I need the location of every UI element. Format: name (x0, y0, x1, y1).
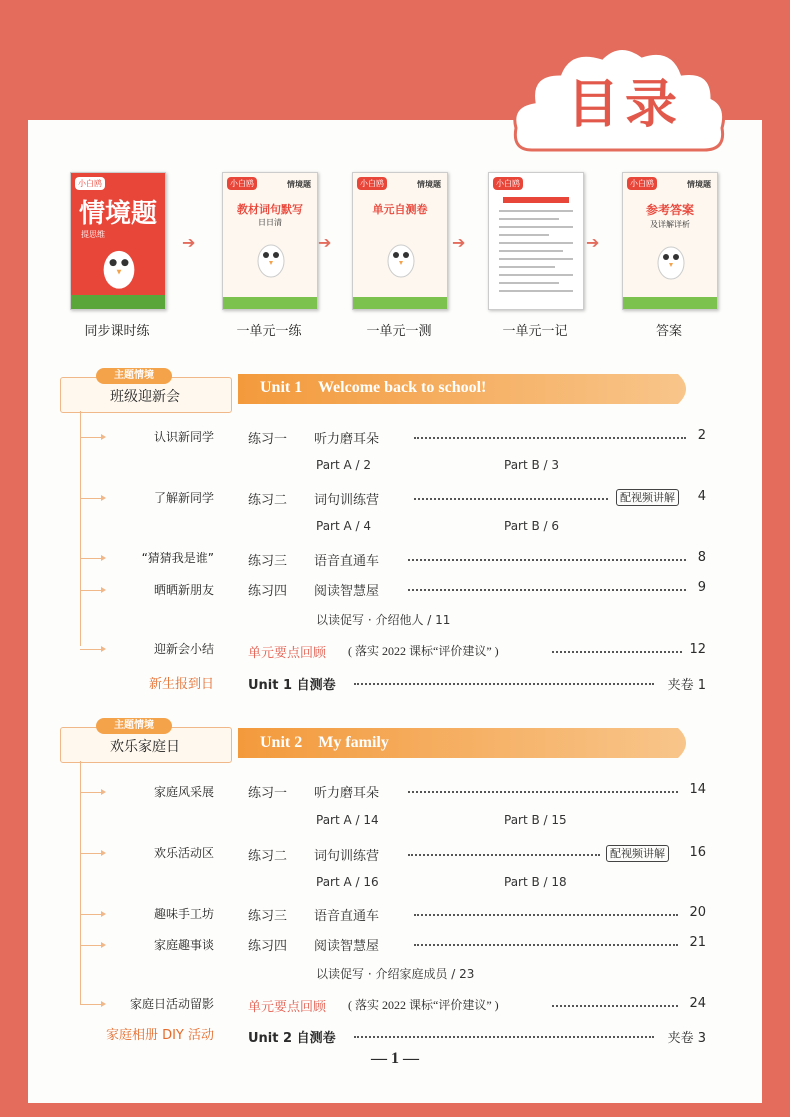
unit-title: Unit 1 Welcome back to school! (260, 379, 487, 396)
cover-grass (71, 295, 165, 309)
cover-brand: 情境题 (687, 180, 711, 189)
toc-row-test[interactable] (248, 674, 708, 694)
book-cover-2 (222, 172, 318, 310)
cover-logo: 小白鸥 (627, 177, 657, 190)
theme-node-highlight: 家庭相册 DIY 活动 (105, 1028, 214, 1043)
page-title: 目录 (566, 75, 683, 135)
cover-logo: 小白鸥 (75, 177, 105, 190)
tree-branch (80, 649, 102, 650)
theme-name: 班级迎新会 (110, 389, 180, 405)
theme-tree-line (80, 761, 81, 1005)
part-a[interactable]: Part A / 14 (316, 813, 379, 827)
review-label: 单元要点回顾 (248, 1000, 327, 1015)
book-cover-4 (488, 172, 584, 310)
cover-subtitle: 日日清 (258, 218, 282, 227)
exercise-name: 语音直通车 (314, 554, 380, 569)
part-a[interactable]: Part A / 4 (316, 519, 372, 533)
leader-dots (408, 791, 678, 793)
theme-node: 晒晒新朋友 (153, 583, 214, 597)
review-note: ( 落实 2022 课标“评价建议” ) (348, 998, 499, 1012)
page-number: 夹卷 1 (667, 678, 706, 693)
part-a[interactable]: Part A / 16 (316, 875, 379, 889)
exercise-name: 听力磨耳朵 (314, 786, 380, 801)
theme-node: 认识新同学 (153, 430, 214, 444)
cover-brand: 情境题 (417, 180, 441, 189)
tree-branch (80, 853, 102, 854)
tree-branch (80, 1004, 102, 1005)
page-number: 20 (689, 905, 706, 920)
cover-title: 参考答案 (645, 203, 694, 217)
exercise-name: 听力磨耳朵 (314, 432, 380, 447)
toc-row[interactable] (248, 489, 708, 509)
book-cover-1 (70, 172, 166, 310)
cover-grass (623, 297, 717, 309)
toc-row[interactable] (248, 428, 708, 448)
leader-dots (354, 1036, 654, 1038)
writing-practice[interactable]: 以读促写 · 介绍他人 / 11 (316, 613, 451, 627)
arrow-right-icon: ➔ (318, 233, 332, 252)
page-frame-left (0, 0, 28, 1117)
page-frame-right (762, 0, 790, 1117)
theme-tree-line (80, 411, 81, 646)
page-number: 8 (697, 550, 706, 565)
cover-subtitle: 提思维 (81, 230, 105, 239)
theme-node: 家庭日活动留影 (129, 997, 214, 1011)
part-b[interactable]: Part B / 18 (504, 875, 567, 889)
exercise-name: 阅读智慧屋 (314, 584, 380, 599)
toc-row[interactable] (248, 580, 708, 600)
arrow-right-icon: ➔ (452, 233, 466, 252)
exercise-name: 词句训练营 (314, 493, 380, 508)
page-number: 9 (697, 580, 706, 595)
unit-test-label: Unit 1 自测卷 (248, 678, 336, 693)
exercise-name: 词句训练营 (314, 849, 380, 864)
tree-branch (80, 792, 102, 793)
page-number: 16 (689, 845, 706, 860)
cover-brand: 情境题 (287, 180, 311, 189)
part-a[interactable]: Part A / 2 (316, 458, 372, 472)
cover-logo: 小白鸥 (357, 177, 387, 190)
leader-dots (354, 683, 654, 685)
tree-branch (80, 945, 102, 946)
theme-tag: 主题情境 (96, 368, 172, 384)
writing-practice[interactable]: 以读促写 · 介绍家庭成员 / 23 (316, 967, 475, 981)
unit-test-label: Unit 2 自测卷 (248, 1031, 336, 1046)
theme-node: 趣味手工坊 (153, 907, 214, 921)
page-frame-bottom (0, 1103, 790, 1117)
leader-dots (408, 589, 686, 591)
toc-row[interactable] (248, 782, 708, 802)
arrow-right-icon: ➔ (182, 233, 196, 252)
leader-dots (552, 1005, 678, 1007)
theme-tag: 主题情境 (96, 718, 172, 734)
book-cover-3 (352, 172, 448, 310)
bird-mascot-icon (383, 235, 419, 279)
step-label: 一单元一练 (236, 324, 302, 339)
tree-branch (80, 590, 102, 591)
exercise-number: 练习三 (248, 554, 288, 569)
exercise-number: 练习三 (248, 909, 288, 924)
theme-node: 家庭风采展 (153, 785, 214, 799)
toc-row[interactable] (248, 845, 708, 865)
arrow-right-icon: ➔ (586, 233, 600, 252)
video-badge[interactable]: 配视频讲解 (606, 845, 669, 862)
leader-dots (414, 437, 686, 439)
cover-logo: 小白鸥 (493, 177, 523, 190)
leader-dots (408, 854, 600, 856)
page-number: 24 (689, 996, 706, 1011)
theme-node: 了解新同学 (153, 491, 214, 505)
cover-grass (353, 297, 447, 309)
page-number: 14 (689, 782, 706, 797)
toc-row-review[interactable] (248, 996, 708, 1016)
book-cover-5 (622, 172, 718, 310)
step-label: 一单元一测 (366, 324, 432, 339)
theme-name: 欢乐家庭日 (110, 739, 180, 755)
theme-node-highlight: 新生报到日 (148, 677, 214, 692)
cover-title: 情境题 (78, 199, 157, 229)
unit-title: Unit 2 My family (260, 734, 389, 751)
review-note: ( 落实 2022 课标“评价建议” ) (348, 644, 499, 658)
toc-row[interactable] (248, 905, 708, 925)
theme-node: “猜猜我是谁” (141, 551, 214, 565)
cover-title: 单元自测卷 (372, 203, 428, 216)
part-b[interactable]: Part B / 15 (504, 813, 567, 827)
leader-dots (414, 914, 678, 916)
footer-page-number: — 1 — (371, 1050, 419, 1067)
theme-node: 家庭趣事谈 (153, 938, 214, 952)
exercise-number: 练习一 (248, 786, 288, 801)
page-number: 夹卷 3 (667, 1031, 706, 1046)
tree-branch (80, 498, 102, 499)
exercise-name: 语音直通车 (314, 909, 380, 924)
exercise-number: 练习二 (248, 493, 288, 508)
bird-mascot-icon (653, 237, 689, 281)
worksheet-lines-icon (489, 193, 583, 303)
exercise-number: 练习四 (248, 939, 288, 954)
toc-row[interactable] (248, 935, 708, 955)
toc-row-review[interactable] (248, 642, 708, 662)
page-number: 4 (697, 489, 706, 504)
step-label: 答案 (655, 324, 682, 339)
bird-mascot-icon (253, 235, 289, 279)
exercise-number: 练习二 (248, 849, 288, 864)
theme-node: 迎新会小结 (153, 642, 214, 656)
toc-row[interactable] (248, 550, 708, 570)
cover-subtitle: 及详解详析 (650, 220, 690, 229)
cover-logo: 小白鸥 (227, 177, 257, 190)
tree-branch (80, 558, 102, 559)
leader-dots (414, 498, 608, 500)
page-number: 12 (689, 642, 706, 657)
page-number: 2 (697, 428, 706, 443)
review-label: 单元要点回顾 (248, 646, 327, 661)
step-label: 同步课时练 (84, 324, 150, 339)
leader-dots (408, 559, 686, 561)
exercise-number: 练习一 (248, 432, 288, 447)
cover-grass (223, 297, 317, 309)
video-badge[interactable]: 配视频讲解 (616, 489, 679, 506)
page-number: 21 (689, 935, 706, 950)
leader-dots (414, 944, 678, 946)
cover-title: 教材词句默写 (237, 203, 303, 216)
exercise-number: 练习四 (248, 584, 288, 599)
step-label: 一单元一记 (502, 324, 568, 339)
part-b[interactable]: Part B / 6 (504, 519, 560, 533)
theme-node: 欢乐活动区 (153, 846, 214, 860)
bird-mascot-icon (97, 239, 141, 291)
exercise-name: 阅读智慧屋 (314, 939, 380, 954)
tree-branch (80, 437, 102, 438)
leader-dots (552, 651, 682, 653)
part-b[interactable]: Part B / 3 (504, 458, 560, 472)
toc-row-test[interactable] (248, 1027, 708, 1047)
tree-branch (80, 914, 102, 915)
